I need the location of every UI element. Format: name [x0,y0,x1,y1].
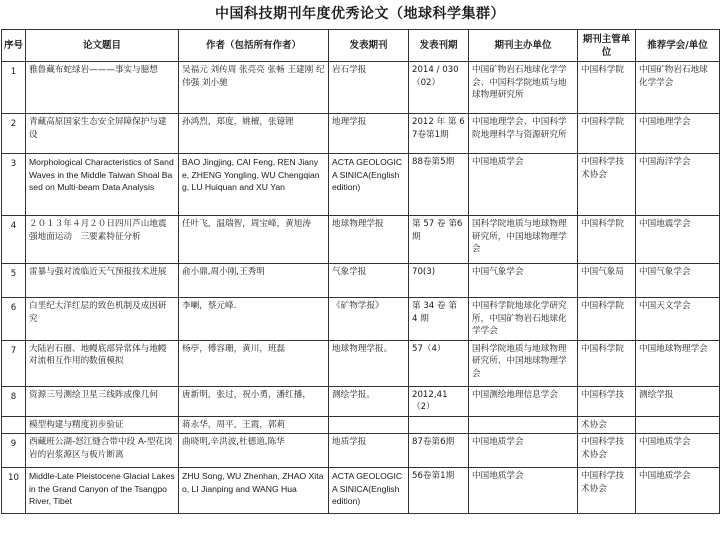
cell-supervisor: 术协会 [578,416,636,434]
cell-supervisor: 中国科学院 [578,298,636,341]
table-row [2,298,720,341]
cell-recommender: 中国天文学会 [636,298,720,341]
cell-journal: 岩石学报 [329,62,409,114]
cell-no: 4 [2,216,26,264]
cell-recommender: 测绘学报 [636,386,720,416]
cell-no: 7 [2,340,26,386]
header-sponsor: 期刊主办单位 [469,30,578,62]
header-journal: 发表期刊 [329,30,409,62]
page-title: 中国科技期刊年度优秀论文（地球科学集群） [215,6,505,22]
cell-recommender: 中国海洋学会 [636,154,720,216]
cell-issue: 56卷第1期 [409,468,469,514]
table-row [2,416,720,434]
cell-sponsor: 国科学院地质与地球物理研究所，中国地球物理学会 [469,216,578,264]
table-row [2,154,720,216]
cell-sponsor: 国科学院地质与地球物理研究所、中国地球物理学会 [469,340,578,386]
table-row [2,468,720,514]
cell-issue: 2012,41（2） [409,386,469,416]
table-row [2,264,720,298]
cell-paper: 白垩纪大洋红层的致色机制及成因研究 [26,298,179,341]
cell-no: 8 [2,386,26,416]
cell-sponsor: 中国测绘地理信息学会 [469,386,578,416]
cell-recommender: 中国地震学会 [636,216,720,264]
cell-issue: 88卷第5期 [409,154,469,216]
header-authors: 作者（包括所有作者） [179,30,329,62]
cell-recommender: 中国地球物理学会 [636,340,720,386]
table-body [2,62,720,514]
cell-supervisor: 中国科学院 [578,340,636,386]
cell-paper: Middle-Late Pleistocene Glacial Lakes in the Grand Canyon of the Tsangpo River, Tibet [26,468,179,514]
cell-no: 2 [2,114,26,154]
cell-journal [329,416,409,434]
table-row [2,216,720,264]
cell-journal: 地球物理学报。 [329,340,409,386]
cell-recommender [636,416,720,434]
cell-recommender: 中国地质学会 [636,434,720,468]
cell-authors: 蒋永华，周平，王霞，郭莉 [179,416,329,434]
cell-supervisor: 中国科学技术协会 [578,154,636,216]
cell-issue [409,416,469,434]
cell-paper: 雷暴与强对流临近天气预报技术进展 [26,264,179,298]
cell-journal: 气象学报 [329,264,409,298]
header-row [2,30,720,62]
cell-authors: 李喇，蔡元峰. [179,298,329,341]
cell-authors: 任叶飞，温瑞智，周宝峰，黄旭涛 [179,216,329,264]
cell-no: 10 [2,468,26,514]
cell-no: 1 [2,62,26,114]
cell-authors: ZHU Song, WU Zhenhan, ZHAO Xitao, LI Jianping and WANG Hua [179,468,329,514]
cell-supervisor: 中国气象局 [578,264,636,298]
cell-authors: 俞小鼎,周小刚,王秀明 [179,264,329,298]
cell-journal: 测绘学报。 [329,386,409,416]
cell-journal: ACTA GEOLOGICA SINICA(English edition) [329,468,409,514]
cell-issue: 第 57 卷 第6期 [409,216,469,264]
cell-no: 9 [2,434,26,468]
cell-journal: 《矿物学报》 [329,298,409,341]
cell-authors: 杨亭，傅容珊，黄川，班磊 [179,340,329,386]
cell-sponsor: 中国科学院地球化学研究所，中国矿物岩石地球化学学会 [469,298,578,341]
cell-recommender: 中国矿物岩石地球化学学会 [636,62,720,114]
cell-authors: BAO Jingjing, CAI Feng, REN Jianye, ZHENG Yongling, WU Chengqiang, LU Huiquan and XU Yan [179,154,329,216]
table-row [2,386,720,416]
cell-paper: 西藏班公湖-怒江缝合带中段 A-型花岗岩的岩浆源区与板片断离 [26,434,179,468]
cell-no: 5 [2,264,26,298]
cell-issue: 70(3) [409,264,469,298]
cell-sponsor: 中国气象学会 [469,264,578,298]
cell-journal: ACTA GEOLOGICA SINICA(English edition) [329,154,409,216]
header-recommender: 推荐学会/单位 [636,30,720,62]
cell-paper: 模型构建与精度初步验证 [26,416,179,434]
table-row [2,114,720,154]
cell-recommender: 中国气象学会 [636,264,720,298]
cell-recommender: 中国地理学会 [636,114,720,154]
cell-issue: 87卷第6期 [409,434,469,468]
cell-sponsor [469,416,578,434]
cell-recommender: 中国地质学会 [636,468,720,514]
cell-journal: 地理学报 [329,114,409,154]
papers-table [1,29,720,514]
cell-paper: 雅鲁藏布蛇绿岩———事实与臆想 [26,62,179,114]
cell-supervisor: 中国科学技 [578,386,636,416]
cell-sponsor: 中国地质学会 [469,434,578,468]
cell-paper: 大陆岩石圈、地幔底部异常体与地幔 对流相互作用的数值模拟 [26,340,179,386]
cell-authors: 孙鸿烈，郑度，姚檀，张镱锂 [179,114,329,154]
cell-no: 6 [2,298,26,341]
header-issue: 发表刊期 [409,30,469,62]
cell-paper: ２０１３年４月２０日四川芦山地震强地面运动 三要素特征分析 [26,216,179,264]
cell-sponsor: 中国地理学会、中国科学院地理科学与资源研究所 [469,114,578,154]
table-row [2,434,720,468]
cell-paper: Morphological Characteristics of Sand Waves in the Middle Taiwan Shoal Based on Multi-beam Data Analysis [26,154,179,216]
cell-supervisor: 中国科学技术协会 [578,468,636,514]
header-no: 序号 [2,30,26,62]
cell-supervisor: 中国科学院 [578,62,636,114]
cell-supervisor: 中国科学院 [578,114,636,154]
cell-paper: 青藏高原国家生态安全屏障保护与建设 [26,114,179,154]
cell-paper: 资源三号测绘卫星三线阵成像几何 [26,386,179,416]
header-paper: 论文题目 [26,30,179,62]
cell-supervisor: 中国科学院 [578,216,636,264]
table-row [2,62,720,114]
cell-authors: 吴福元 刘传周 张亮亮 张畅 王建刚 纪伟强 刘小驰 [179,62,329,114]
cell-issue: 2012 年 第 67卷第1期 [409,114,469,154]
cell-sponsor: 中国矿物岩石地球化学学会、中国科学院地质与地球物理研究所 [469,62,578,114]
cell-issue: 2014 / 030（02） [409,62,469,114]
cell-no: 3 [2,154,26,216]
cell-authors: 曲晓明,辛洪波,杜德道,陈华 [179,434,329,468]
cell-journal: 地质学报 [329,434,409,468]
cell-authors: 唐新明，张过，祝小勇，潘红播， [179,386,329,416]
cell-journal: 地球物理学报 [329,216,409,264]
cell-no [2,416,26,434]
cell-issue: 第 34 卷 第 4 期 [409,298,469,341]
cell-sponsor: 中国地质学会 [469,154,578,216]
cell-sponsor: 中国地质学会 [469,468,578,514]
cell-supervisor: 中国科学技术协会 [578,434,636,468]
table-row [2,340,720,386]
cell-issue: 57（4） [409,340,469,386]
header-supervisor: 期刊主管单位 [578,30,636,62]
